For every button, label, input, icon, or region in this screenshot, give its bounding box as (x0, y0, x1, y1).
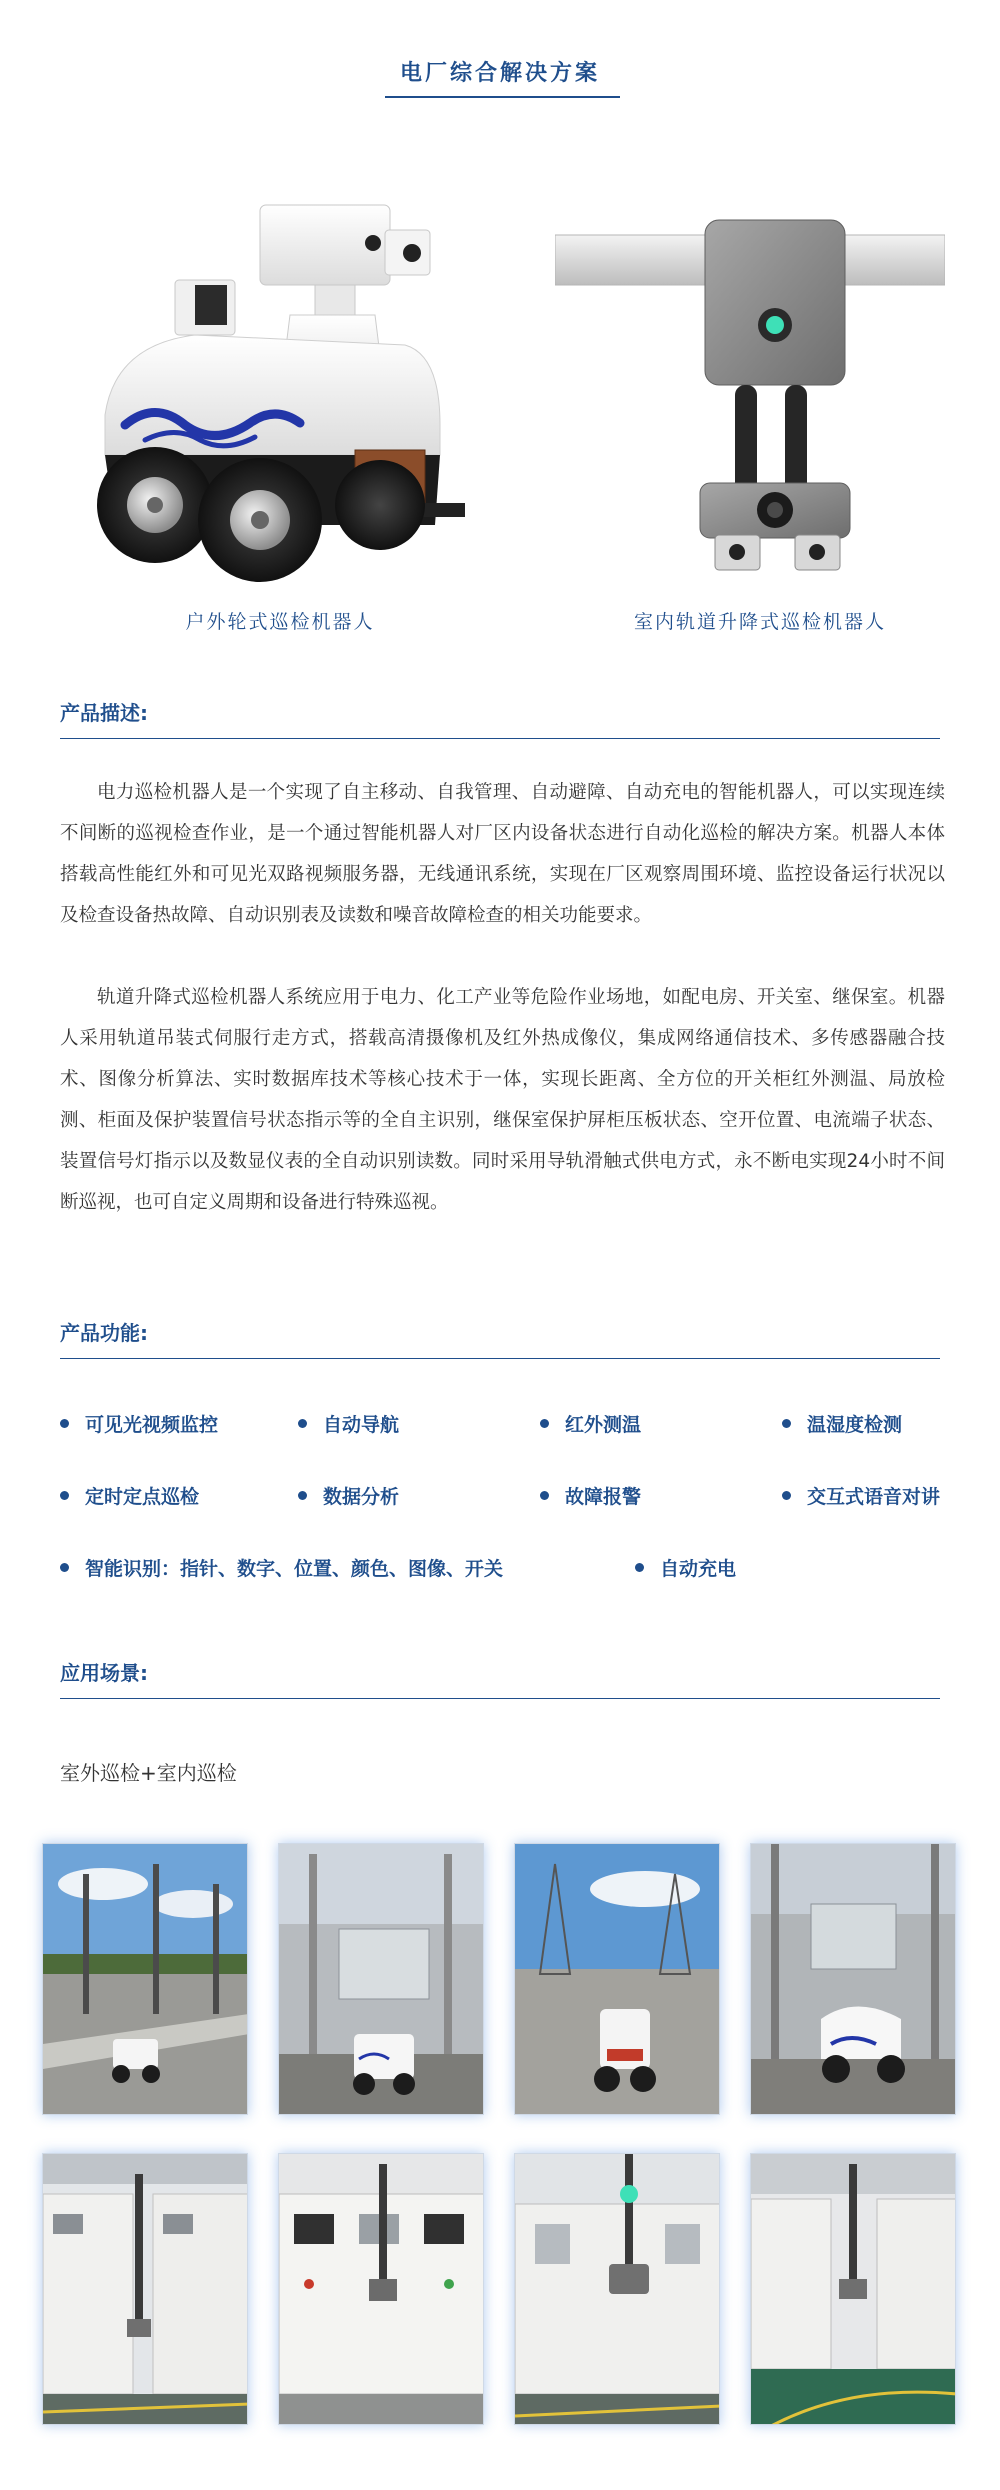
feature-item: 交互式语音对讲 (782, 1482, 940, 1509)
bullet-dot-icon (540, 1491, 549, 1500)
description-paragraph-1: 电力巡检机器人是一个实现了自主移动、自我管理、自动避障、自动充电的智能机器人，可以实现连续不间断的巡视检查作业，是一个通过智能机器人对厂区内设备状态进行自动化巡检的解决方案。机器人本体搭载高性能红外和可见光双路视频服务器，无线通讯系统，实现在厂区观察周围环境、监控设备运行状况以及检查设备热故障、自动识别表及读数和噪音故障检查的相关功能要求。 (60, 782, 945, 926)
rail-robot-image (555, 215, 945, 575)
feature-item: 故障报警 (540, 1482, 641, 1509)
bullet-dot-icon (635, 1563, 644, 1572)
feature-item: 定时定点巡检 (60, 1482, 199, 1509)
bullet-dot-icon (540, 1419, 549, 1428)
functions-divider (60, 1358, 940, 1359)
scenes-heading: 应用场景: (60, 1661, 148, 1685)
feature-item: 数据分析 (298, 1482, 399, 1509)
bullet-dot-icon (60, 1419, 69, 1428)
feature-item: 自动充电 (635, 1554, 736, 1581)
feature-item: 可见光视频监控 (60, 1410, 218, 1437)
feature-item: 温湿度检测 (782, 1410, 902, 1437)
scenes-subtitle: 室外巡检+室内巡检 (60, 1761, 237, 1785)
feature-item: 自动导航 (298, 1410, 399, 1437)
indoor-scene-photo (278, 2153, 484, 2425)
bullet-dot-icon (782, 1491, 791, 1500)
feature-item: 红外测温 (540, 1410, 641, 1437)
outdoor-scene-photo (42, 1843, 248, 2115)
description-paragraph-2: 轨道升降式巡检机器人系统应用于电力、化工产业等危险作业场地，如配电房、开关室、继保室。机器人采用轨道吊装式伺服行走方式，搭载高清摄像机及红外热成像仪，集成网络通信技术、多传感器融合技术、图像分析算法、实时数据库技术等核心技术于一体，实现长距离、全方位的开关柜红外测温、局放检测、柜面及保护装置信号状态指示等的全自主识别，继保室保护屏柜压板状态、空开位置、电流端子状态、装置信号灯指示以及数显仪表的全自动识别读数。同时采用导轨滑触式供电方式，永不断电实现24小时不间断巡视，也可自定义周期和设备进行特殊巡视。 (60, 987, 945, 1213)
description-heading: 产品描述: (60, 701, 148, 725)
functions-heading: 产品功能: (60, 1321, 148, 1345)
outdoor-scene-photo (278, 1843, 484, 2115)
description-divider (60, 738, 940, 739)
bullet-dot-icon (60, 1491, 69, 1500)
indoor-scene-photo (42, 2153, 248, 2425)
title-underline (385, 96, 620, 98)
bullet-dot-icon (782, 1419, 791, 1428)
bullet-dot-icon (60, 1563, 69, 1572)
page-title: 电厂综合解决方案 (399, 61, 600, 86)
feature-item: 智能识别：指针、数字、位置、颜色、图像、开关 (60, 1554, 503, 1581)
indoor-scene-photo (750, 2153, 956, 2425)
outdoor-robot-image (75, 185, 475, 585)
indoor-scene-photo (514, 2153, 720, 2425)
scenes-divider (60, 1698, 940, 1699)
bullet-dot-icon (298, 1419, 307, 1428)
outdoor-scene-photo (514, 1843, 720, 2115)
rail-robot-caption: 室内轨道升降式巡检机器人 (633, 611, 886, 633)
outdoor-scene-photo (750, 1843, 956, 2115)
bullet-dot-icon (298, 1491, 307, 1500)
outdoor-robot-caption: 户外轮式巡检机器人 (185, 611, 375, 633)
